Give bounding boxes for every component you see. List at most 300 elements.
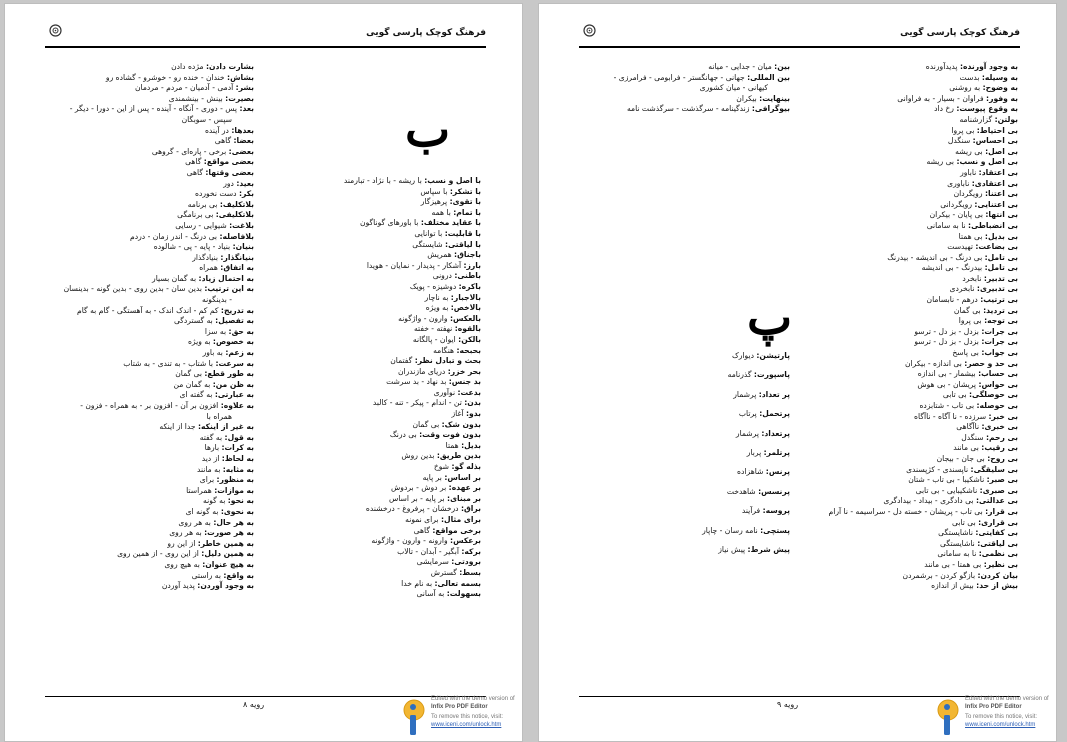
entry-term: بی خبر: [988,411,1018,421]
entry-term: به عبارتی: [214,390,254,400]
dictionary-entry [829,83,1018,94]
dictionary-entry [64,507,254,518]
dictionary-entry [64,136,254,147]
dictionary-entry [64,581,254,592]
dictionary-entry [344,451,481,462]
dictionary-entry [64,348,254,359]
entry-term: به غیر از اینکه: [198,422,254,432]
dictionary-entry [344,261,481,272]
entry-term: بر عهده: [448,483,481,493]
entry-term: بعید: [236,178,254,188]
entry-meaning: درخشان - پرفروغ - درخشنده [365,504,461,514]
entry-meaning: همتا [445,440,462,450]
entry-meaning: دست نخورده [194,189,239,199]
entry-meaning: بر پایه [422,472,445,482]
section-letter: پ [747,290,793,346]
entry-term: بی حساب: [978,369,1018,379]
entry-meaning: پریشان - بی هوش [917,379,979,389]
dictionary-entry [64,486,254,497]
entry-term: بی رحم: [985,432,1018,442]
dictionary-entry [344,504,481,515]
entry-meaning: در آینده [204,125,232,135]
entry-term: به وفور: [986,93,1018,103]
entry-meaning: بیش از اندازه [931,581,977,591]
entry-term: بر اساس: [444,472,481,482]
dictionary-entry [344,335,481,346]
entry-term: بدن: [464,398,481,408]
entry-meaning: بر دوش - بردوش [391,483,449,493]
infix-logo-icon [399,698,425,738]
entry-meaning: آبگیر - آبدان - تالاب [397,546,462,556]
document-page-left [4,3,523,742]
entry-meaning: پرتاب [738,409,760,419]
dictionary-entry [829,560,1018,571]
entry-meaning: با سپاس [420,186,450,196]
entry-meaning: به گونه ای [185,506,221,516]
entry-term: بی اعتقادی: [971,178,1018,188]
entry-term: بی قرار: [985,506,1018,516]
dictionary-entry [829,454,1018,465]
unlock-link[interactable]: www.iceni.com/unlock.htm [965,721,1036,728]
emblem-icon [583,24,596,37]
entry-term: بصیرت: [225,93,254,103]
entry-term: پرتلمر: [763,448,790,458]
entry-meaning: دوشیزه - پویک [409,281,459,291]
dictionary-entry [64,263,254,274]
entry-term: به زعم: [225,348,254,358]
entry-meaning: نا به سامانی [937,549,979,559]
entry-meaning: تن - اندام - پیکر - تنه - کالبد [372,398,465,408]
entry-term: بی جرات: [981,337,1018,347]
dictionary-entry [829,507,1018,518]
entry-term: بدیل: [461,440,481,450]
dictionary-entry [64,73,254,84]
entry-term: بی صبری: [979,485,1018,495]
entry-meaning: بی تاب - پریشان - خسته دل - سراسیمه - نا آرام [828,506,986,516]
entry-meaning: بی دادگری - بیداد - بیدادگری [883,496,976,506]
entries-column-right [829,62,1018,592]
header-rule [45,46,486,48]
dictionary-entry [64,189,254,200]
dictionary-entry [829,242,1018,253]
entry-meaning: برای نمونه [405,515,441,524]
entry-meaning: از این روی - از همین روی [117,549,202,559]
dictionary-entry [64,518,254,529]
dictionary-entry [702,385,790,404]
entry-meaning: پربار [746,448,764,458]
entry-meaning: کم کم - اندک اندک - به آهستگی - گام به گام [77,305,221,315]
entry-term: به وضوح: [982,83,1018,93]
dictionary-entry [64,62,254,73]
entry-term: به ظن من: [212,379,254,389]
entry-term: پر تعداد: [758,389,790,399]
entry-meaning: ایوان - پالگانه [412,334,459,344]
entry-meaning: رویگردانی [940,199,975,209]
dictionary-entry [829,401,1018,412]
editor-watermark [397,694,522,742]
entry-meaning: نهفته - خفته [413,324,455,334]
entry-meaning: بی برنامگی [177,210,216,220]
entry-term: بین المللی: [747,72,790,82]
entry-term: بدو: [466,409,481,419]
dictionary-entry [614,94,790,105]
entry-meaning: بی تاب - شتابزده [919,401,977,410]
entry-term: پیش شرط: [747,545,790,555]
dictionary-entry [829,465,1018,476]
dictionary-entry [344,579,481,590]
entry-term: بکر: [238,189,254,199]
entry-term: پرنس: [765,467,790,477]
dictionary-entry [64,253,254,264]
entry-term: بینهایت: [759,93,790,103]
dictionary-entry [64,232,254,243]
entry-meaning: بی تابی [952,517,979,527]
entry-term: برکه: [461,546,481,556]
entry-meaning: نابخرد [962,273,984,283]
entry-term: بسهولت: [446,589,481,599]
entry-term: بالاخص: [450,303,481,313]
entry-meaning: به روشنی [949,83,983,93]
entry-meaning: بی ریشه [955,146,986,156]
dictionary-entry [829,94,1018,105]
entry-term: برخی مواقع: [432,525,481,535]
entry-term: براق: [460,504,481,514]
entry-meaning: ناشایستگی [938,528,976,538]
entry-meaning: زندگینامه - سرگذشت - سرگذشت نامه [626,104,752,114]
entry-meaning: درونی [432,271,455,281]
dictionary-entry [344,176,481,187]
entry-term: به علاوه: [220,401,254,410]
entry-term: بعدها: [231,125,254,135]
entry-term: بی جرات: [981,326,1018,336]
dictionary-entry [64,496,254,507]
entry-meaning: به باور [202,348,226,358]
dictionary-entry [344,568,481,579]
entry-term: با تقوی: [449,197,481,207]
entry-meaning: بی برنامه [187,199,220,209]
entry-term: بشارت دادن: [206,62,254,71]
dictionary-entry [344,536,481,547]
dictionary-entry [829,549,1018,560]
entry-meaning: برخی - پاره‌ای - گروهی [151,146,229,156]
entry-meaning: میان - جدایی - میانه [708,62,775,71]
entry-meaning: رخ داد [934,104,957,114]
entry-meaning: به راستی [191,570,224,580]
entry-meaning: هنگامه [433,345,457,355]
dictionary-entry [64,210,254,221]
dictionary-entry [344,314,481,325]
dictionary-entry [344,398,481,409]
dictionary-entry [344,589,481,600]
entry-meaning: همراه [199,263,221,273]
unlock-link[interactable]: www.iceni.com/unlock.htm [431,721,502,728]
entry-term: بیوگرافی: [751,104,790,114]
entry-meaning: بی درنگ [389,430,420,440]
dictionary-entry [702,501,790,520]
editor-watermark [931,694,1056,742]
entry-meaning: بزدل - بز دل - ترسو [914,326,982,336]
dictionary-entry [64,274,254,285]
entry-meaning: به گفته [199,432,225,442]
entry-term: بی عدالتی: [975,496,1018,506]
entry-term: به واقع: [223,570,254,580]
entry-term: بعضی وقتها: [205,167,254,177]
entry-term: بحبحه: [456,345,481,355]
dictionary-entry [829,73,1018,84]
entry-meaning: شاهدخت [726,486,759,496]
entry-term: بالاجبار: [450,292,481,302]
dictionary-entry [344,462,481,473]
entry-term: بی توجه: [984,316,1018,326]
dictionary-entry [344,229,481,240]
entry-term: بسمه تعالی: [434,578,481,588]
dictionary-entry [829,179,1018,190]
dictionary-entry [829,496,1018,507]
dictionary-entry [829,200,1018,211]
entry-term: بنیان: [232,242,254,252]
dictionary-entry [344,515,481,526]
entry-term: بی سلیقگی: [970,464,1018,474]
entry-term: به کرات: [221,443,254,453]
header-rule [579,46,1020,48]
entry-term: بی حواس: [978,379,1018,389]
entry-meaning: بی درنگ - بی اندیشه - بیدرنگ [887,252,985,262]
entry-term: بی ترتیب: [980,295,1018,305]
dictionary-entry [829,443,1018,454]
entry-meaning: به ویژه [187,337,213,347]
entry-meaning: بنیادگذار [192,252,221,262]
dictionary-entry [829,274,1018,285]
entry-term: بی اعتنا: [984,189,1018,199]
dictionary-entry [64,83,254,94]
entries-column-left [702,346,790,559]
entry-term: به هیچ عنوان: [202,559,254,569]
entry-term: با اصل و نسب: [424,176,481,185]
entry-term: به وقوع پیوست: [956,104,1018,114]
dictionary-entry [64,475,254,486]
entry-term: بنیانگذار: [220,252,254,262]
entry-term: بی بضاعت: [975,242,1018,252]
entry-meaning: بی همتا - بی مانند [924,559,984,569]
dictionary-entry [64,295,254,306]
dictionary-entry [829,327,1018,338]
entry-term: به مثابه: [222,464,254,474]
entry-meaning: بینش - بینشمندی [168,93,226,103]
entry-term: بی تدبیری: [976,284,1018,294]
entry-term: بی رقیب: [981,443,1018,453]
dictionary-entry [344,494,481,505]
entry-term: بعضی: [228,146,254,156]
entry-meaning: به گمان من [173,379,213,389]
entry-term: بسط: [459,567,481,577]
dictionary-entry [702,521,790,540]
dictionary-entry [344,377,481,388]
entry-meaning: بارها [204,443,222,453]
entry-meaning: گاهی [185,157,204,167]
entry-term: بی خبری: [981,422,1018,432]
dictionary-entry [64,380,254,391]
entry-meaning: همراستا [186,485,215,495]
dictionary-entry [829,475,1018,486]
entry-meaning: بی پایان - بیکران [929,210,986,220]
entry-term: پروسه: [762,506,790,516]
entry-term: بحث و تبادل نظر: [414,356,481,366]
entry-meaning: ناباور [960,167,979,177]
dictionary-entry [344,303,481,314]
dictionary-entry [64,465,254,476]
entry-meaning: نا به سامانی [926,220,969,230]
dictionary-entry [64,390,254,401]
entry-term: بی بدیل: [984,231,1018,241]
dictionary-entry [829,571,1018,582]
entry-term: بی احساس: [972,136,1018,146]
dictionary-entry [64,528,254,539]
entry-meaning: گسترش [430,567,460,577]
entry-meaning: به ویژه [425,303,451,313]
entry-meaning: پرشمار [733,389,759,399]
dictionary-entry [64,306,254,317]
entry-term: به اتفاق: [220,263,254,273]
entry-meaning: به آسانی [416,589,447,599]
dictionary-entry [829,433,1018,444]
entry-meaning: بی ریشه [926,157,957,167]
dictionary-entry [829,126,1018,137]
entry-term: به خصوص: [212,337,254,347]
entry-term: پرتعداد: [761,428,790,438]
entry-meaning: ناشکیبا - بی تاب - شتان [908,475,987,485]
dictionary-entry [829,412,1018,423]
entry-meaning: گزارشنامه [959,114,995,124]
entry-term: بدعت: [457,387,481,397]
dictionary-entry [829,263,1018,274]
dictionary-entry [344,557,481,568]
dictionary-entry [64,401,254,412]
entry-term: به همین دلیل: [201,549,254,559]
dictionary-entry [64,359,254,370]
dictionary-entry [614,62,790,73]
entry-meaning: گذرنامه [727,370,754,380]
dictionary-entry [614,73,790,84]
entry-meaning: با ریشه - با نژاد - تبارمند [343,176,425,185]
entry-term: بشر: [235,83,254,93]
dictionary-entry [829,210,1018,221]
dictionary-entry [829,316,1018,327]
entry-term: بی تامل: [984,263,1018,273]
dictionary-entry [829,337,1018,348]
entry-meaning: بی تابی [942,390,969,400]
dictionary-entry [829,136,1018,147]
dictionary-entry [64,94,254,105]
entry-meaning: شاهزاده [737,467,766,477]
entry-term: بی تردید: [983,305,1018,315]
entry-meaning: گفتمان [390,356,415,366]
dictionary-entry [829,380,1018,391]
entry-term: پاسپورت: [753,370,790,380]
entry-term: به این ترتیب: [204,284,254,294]
entry-term: باطنی: [454,271,481,281]
dictionary-entry [829,115,1018,126]
entry-term: بیش از حد: [976,581,1018,591]
entry-meaning: نابخردی [949,284,977,294]
entry-meaning: بی گمان [412,419,442,429]
dictionary-entry [64,284,254,295]
entry-term: پستچی: [760,525,790,535]
entry-meaning: بی مانند [953,443,982,453]
dictionary-entry [829,221,1018,232]
entry-meaning: سنگدل [961,432,986,442]
entry-meaning: بر پایه - بر اساس [388,493,448,503]
page-title: فرهنگ کوچک پارسی گویی [900,28,1020,38]
dictionary-entry [829,168,1018,179]
entry-meaning: گاهی [214,136,234,146]
page-number: رویه ۹ [777,700,799,709]
entry-meaning: رویگردان [953,189,985,199]
entry-meaning: به نام خدا [401,578,435,588]
dictionary-entry [829,390,1018,401]
section-letter: ب [405,102,451,158]
entry-meaning: بی گمان [953,305,984,315]
entry-meaning: بیشمار - بی اندازه [917,369,979,379]
dictionary-entry [344,356,481,367]
dictionary-entry [829,422,1018,433]
entry-term: بی قراری: [978,517,1018,527]
dictionary-entry [702,482,790,501]
dictionary-entry [702,424,790,443]
entry-meaning: ناآگاهی [956,422,982,432]
entry-term: بر مبنای: [447,493,481,503]
entry-term: پارتیشن: [756,351,790,360]
dictionary-entry [64,104,254,115]
entry-meaning: به گونه [203,496,228,506]
entry-meaning: با باورهای گوناگون [360,218,421,228]
document-page-right [538,3,1057,742]
entry-meaning: از دید [201,453,222,463]
dictionary-entry [344,218,481,229]
dictionary-entry [614,83,790,94]
entry-term: به قول: [224,432,254,442]
dictionary-entry [829,528,1018,539]
dictionary-entry [829,359,1018,370]
entry-meaning: افزون بر آن - افزون بر - به همراه - فزون - [80,401,221,410]
dictionary-entry [829,104,1018,115]
entry-meaning: به هر روی [169,528,205,538]
dictionary-entry [64,549,254,560]
entry-meaning: بزدل - بز دل - ترسو [914,337,982,347]
entry-meaning: جدا از اینکه [159,422,198,432]
entry-term: بی جواب: [981,348,1018,358]
dictionary-entry [64,179,254,190]
dictionary-entry [344,483,481,494]
entry-meaning: بی همتا [958,231,985,241]
dictionary-entry [64,560,254,571]
entry-meaning: نامه رسان - چاپار [702,525,761,535]
dictionary-entry [64,221,254,232]
page-title: فرهنگ کوچک پارسی گویی [366,28,486,38]
entry-meaning: وارون - واژگونه [398,313,450,323]
dictionary-entry [829,295,1018,306]
entry-term: بارز: [463,260,481,270]
entry-meaning: گاهی [186,167,206,177]
entry-term: بی نظمی: [978,549,1018,559]
entry-meaning: به مانند [196,464,223,474]
entry-term: بولتن: [994,114,1018,124]
entry-meaning: آشکار - پدیدار - نمایان - هویدا [366,260,464,270]
page-header [45,24,486,46]
dictionary-entry [344,473,481,484]
dictionary-entry [829,62,1018,73]
entry-meaning: بیدرنگ - بی اندیشه [921,263,985,273]
entry-term: بدون فوت وقت: [419,430,481,440]
